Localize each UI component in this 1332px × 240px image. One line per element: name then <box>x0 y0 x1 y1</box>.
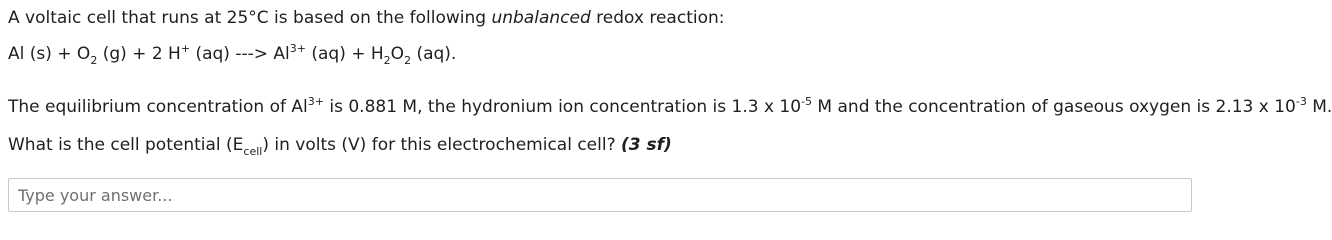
reaction-part: (aq). <box>411 44 457 64</box>
conditions-text <box>8 97 1332 119</box>
reaction-part: (g) + 2 H <box>97 44 181 64</box>
answer-box <box>8 178 1192 212</box>
conditions-part: The equilibrium concentration of Al <box>8 97 308 117</box>
reaction-part: (aq) + H <box>305 44 384 64</box>
conditions-part: M and the concentration of gaseous oxygen is 2.13 x 10 <box>812 97 1296 117</box>
intro-emphasis: unbalanced <box>491 8 591 28</box>
question-text <box>8 135 672 157</box>
reaction-part: (aq) ---> Al <box>190 44 290 64</box>
intro-text <box>8 8 725 28</box>
reaction-equation <box>8 44 456 66</box>
reaction-subscript: 2 <box>90 54 98 67</box>
reaction-subscript: 2 <box>404 54 412 67</box>
intro-part-a: A voltaic cell that runs at 25°C is based on the following <box>8 8 492 28</box>
answer-input[interactable] <box>9 179 1191 211</box>
question-part: ) in volts (V) for this electrochemical cell? <box>262 135 622 155</box>
question-subscript: cell <box>243 145 263 158</box>
conditions-superscript: -5 <box>801 95 813 108</box>
conditions-part: M. <box>1306 97 1332 117</box>
reaction-superscript: 3+ <box>289 42 306 55</box>
conditions-superscript: 3+ <box>307 95 324 108</box>
intro-part-b: redox reaction: <box>590 8 725 28</box>
reaction-subscript: 2 <box>383 54 391 67</box>
reaction-part: O <box>390 44 405 64</box>
sig-fig-note: (3 sf) <box>621 135 672 155</box>
reaction-part: Al (s) + O <box>8 44 91 64</box>
conditions-part: is 0.881 M, the hydronium ion concentration is 1.3 x 10 <box>323 97 802 117</box>
conditions-superscript: -3 <box>1295 95 1307 108</box>
reaction-superscript: + <box>180 42 191 55</box>
question-part: What is the cell potential (E <box>8 135 244 155</box>
